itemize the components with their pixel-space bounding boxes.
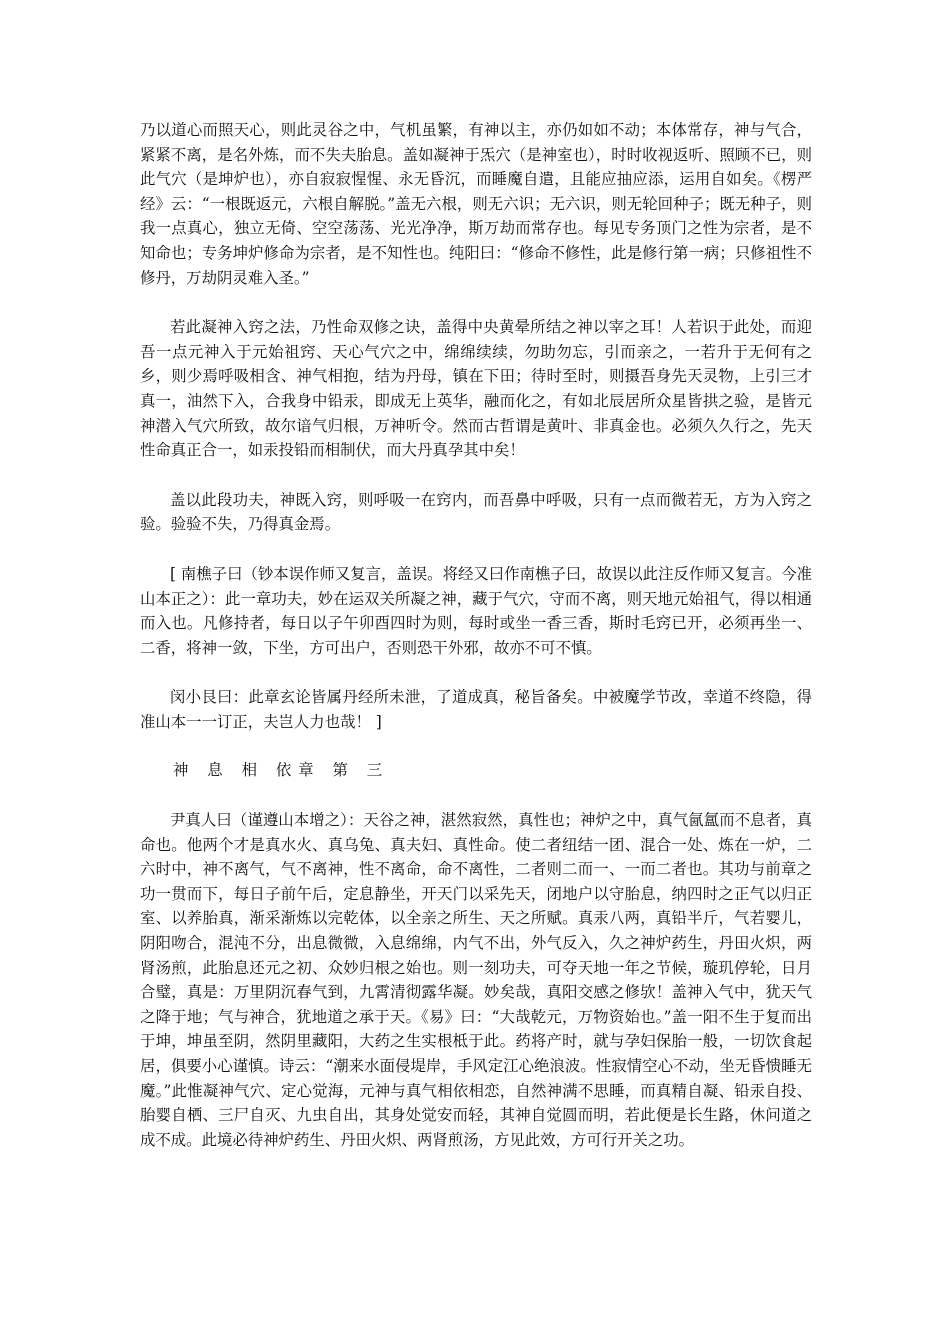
paragraph-2: 若此凝神入窍之法，乃性命双修之诀，盖得中央黄晕所结之神以宰之耳！人若识于此处，而迎吾一点元神入于元始祖窍、天心气穴之中，绵绵续续，勿助勿忘，引而亲之，一若升于无何有之乡，则少焉呼吸相含、神气相抱，结为丹母，镇在下田；待时至时，则摄吾身先天灵物，上引三才真一，油然下入，合我身中铅汞，即成无上英华，融而化之，有如北辰居所众星皆拱之验，是皆元神潜入气穴所致，故尔谙气归根，万神听令。然而古哲谓是黄叶、非真金也。必须久久行之，先天性命真正合一，如汞投铅而相制伏，而大丹真孕其中矣！: [140, 318, 812, 460]
paragraph-final: 尹真人曰（谨遵山本增之）：天谷之神，湛然寂然，真性也；神炉之中，真气氤氲而不息者，真命也。他两个才是真水火、真乌兔、真夫妇、真性命。使二者纽结一团、混合一处、炼在一炉，二六时中，神不离气，气不离神，性不离命，命不离性，二者则二而一、一而二者也。其功与前章之功一贯而下，每日子前午后，定息静坐，开天门以采先天，闭地户以守胎息，纳四时之正气以归正室、以养胎真，渐采渐炼以完乾体，以全亲之所生、天之所赋。真汞八两，真铅半斤，气若婴儿，阴阳吻合，混沌不分，出息微微，入息绵绵，内气不出，外气反入，久之神炉药生，丹田火炽，两肾汤煎，此胎息还元之初、众妙归根之始也。则一刻功夫，可夺天地一年之节候，璇玑停轮，日月合璧，真是：万里阴沉春气到，九霄清彻露华凝。妙矣哉，真阳交感之修欤！盖神入气中，犹天气之降于地；气与神合，犹地道之承于天。《易》曰：“大哉乾元，万物资始也。”盖一阳不生于复而出于坤，坤虽至阴，然阴里藏阳，大药之生实根柢于此。药将产时，就与孕妇保胎一般，一切饮食起居，俱要小心谨慎。诗云：“潮来水面侵堤岸，手风定江心绝浪波。性寂情空心不动，坐无昏愦睡无魔。”此惟凝神气穴、定心觉海，元神与真气相依相恋，自然神满不思睡，而真精自凝、铅汞自投、胎婴自栖、三尸自灭、九虫自出，其身处觉安而轻，其神自觉圆而明，若此便是长生路，休问道之成不成。此境必待神炉药生、丹田火炽、两肾煎汤，方见此效，方可行开关之功。: [140, 811, 812, 1149]
commentary-paragraph-2: 闵小艮曰：此章玄论皆属丹经所未泄，了道成真，秘旨备矣。中被魔学节改，幸道不终隐，得准山本一一订正，夫岂人力也哉！ ]: [140, 688, 812, 731]
document-page: [140, 118, 812, 1152]
commentary-paragraph-1: [ 南樵子曰（钞本误作师又复言，盖误。将经又曰作南樵子曰，故误以此注反作师又复言。今准山本正之）：此一章功夫，妙在运双关所凝之神，藏于气穴，守而不离，则天地元始祖气，得以相通而入也。凡修持者，每日以子午卯酉四时为则，每时或坐一香三香，斯时毛窍已开，必须再坐一、二香，将神一敛，下坐，方可出户，否则恐干外邪，故亦不可不慎。: [140, 564, 812, 657]
paragraph-1: 乃以道心而照天心，则此灵谷之中，气机虽繁，有神以主，亦仍如如不动；本体常存，神与气合，紧紧不离，是名外炼，而不失夫胎息。盖如凝神于炁穴（是神室也），时时收视返听、照顾不已，则此气穴（是坤炉也），亦自寂寂惺惺、永无昏沉，而睡魔自遣，且能应抽应添，运用自如矣。《楞严经》云：“一根既返元，六根自解脱。”盖无六根，则无六识；无六识，则无轮回种子；既无种子，则我一点真心，独立无倚、空空荡荡、光光净净，斯万劫而常存也。每见专务顶门之性为宗者，是不知命也；专务坤炉修命为宗者，是不知性也。纯阳曰：“修命不修性，此是修行第一病；只修祖性不修丹，万劫阴灵难入圣。”: [140, 121, 812, 287]
paragraph-3: 盖以此段功夫，神既入窍，则呼吸一在窍内，而吾鼻中呼吸，只有一点而微若无，方为入窍之验。验验不失，乃得真金焉。: [140, 490, 812, 534]
chapter-title: 神 息 相 依章 第 三: [173, 761, 390, 780]
